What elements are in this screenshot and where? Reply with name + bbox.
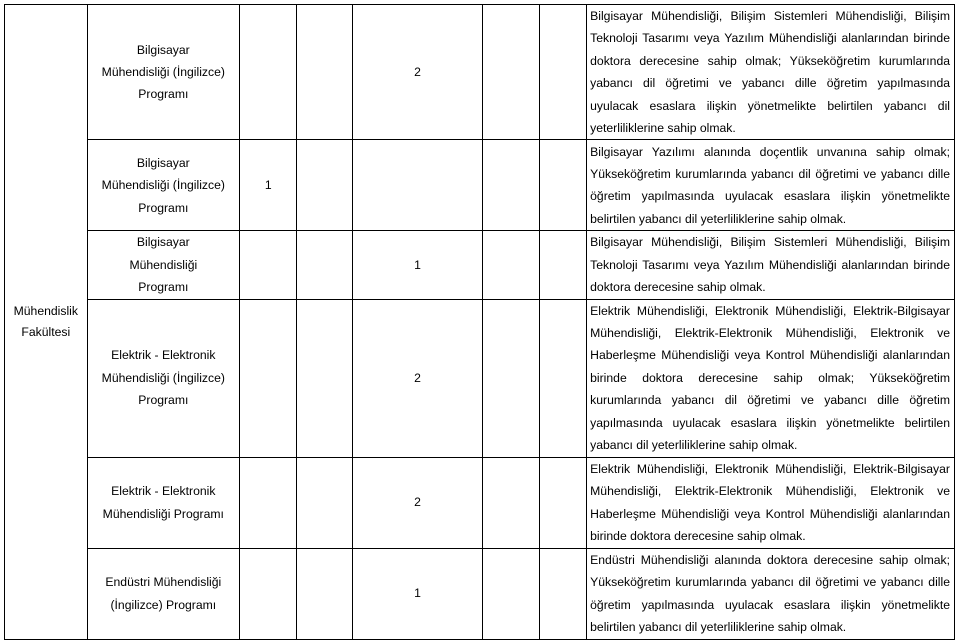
requirement-cell: Bilgisayar Yazılımı alanında doçentlik unvanına sahip olmak; Yükseköğretim kurumlarında yabancı dil öğretimi ve yabancı dille öğretim yapılmasında uyulacak esaslara ilişkin yönetmelikte belirtilen yabancı dil yeterliliklerine sahip olmak. xyxy=(587,140,955,231)
requirement-cell: Endüstri Mühendisliği alanında doktora derecesine sahip olmak; Yükseköğretim kurumlarında yabancı dil öğretimi ve yabancı dille öğretim yapılmasında uyulacak esaslara ilişkin yönetmelikte belirtilen yabancı dil yeterliliklerine sahip olmak. xyxy=(587,548,955,639)
count-cell-c: 1 xyxy=(353,231,482,299)
program-cell: Bilgisayar Mühendisliği (İngilizce) Programı xyxy=(87,5,239,140)
count-cell-a xyxy=(240,299,297,457)
positions-table xyxy=(4,4,955,640)
count-cell-a xyxy=(240,231,297,299)
table-row xyxy=(5,548,955,639)
count-cell-e xyxy=(539,548,587,639)
count-cell-e xyxy=(539,5,587,140)
count-cell-e xyxy=(539,299,587,457)
requirement-cell: Bilgisayar Mühendisliği, Bilişim Sistemleri Mühendisliği, Bilişim Teknoloji Tasarımı veya Yazılım Mühendisliği alanlarından birinde doktora derecesine sahip olmak. xyxy=(587,231,955,299)
count-cell-a: 1 xyxy=(240,140,297,231)
count-cell-b xyxy=(297,457,353,548)
count-cell-d xyxy=(482,5,539,140)
count-cell-e xyxy=(539,140,587,231)
requirement-cell: Elektrik Mühendisliği, Elektronik Mühendisliği, Elektrik-Bilgisayar Mühendisliği, Elektrik-Elektronik Mühendisliği, Elektronik ve Haberleşme Mühendisliği veya Kontrol Mühendisliği alanlarından birinde doktora derecesine sahip olmak. xyxy=(587,457,955,548)
table-body xyxy=(5,5,955,640)
count-cell-c xyxy=(353,140,482,231)
count-cell-b xyxy=(297,140,353,231)
count-cell-b xyxy=(297,299,353,457)
count-cell-e xyxy=(539,231,587,299)
count-cell-c: 2 xyxy=(353,457,482,548)
count-cell-b xyxy=(297,231,353,299)
table-row xyxy=(5,5,955,140)
table-row xyxy=(5,299,955,457)
table-row xyxy=(5,140,955,231)
count-cell-d xyxy=(482,140,539,231)
count-cell-b xyxy=(297,548,353,639)
count-cell-c: 2 xyxy=(353,5,482,140)
count-cell-a xyxy=(240,548,297,639)
count-cell-c: 1 xyxy=(353,548,482,639)
count-cell-d xyxy=(482,231,539,299)
table-row xyxy=(5,231,955,299)
program-cell: Bilgisayar Mühendisliği Programı xyxy=(87,231,239,299)
count-cell-a xyxy=(240,457,297,548)
faculty-cell: Mühendislik Fakültesi xyxy=(5,5,88,640)
count-cell-d xyxy=(482,457,539,548)
count-cell-e xyxy=(539,457,587,548)
count-cell-c: 2 xyxy=(353,299,482,457)
requirement-cell: Elektrik Mühendisliği, Elektronik Mühendisliği, Elektrik-Bilgisayar Mühendisliği, Elektrik-Elektronik Mühendisliği, Elektronik ve Haberleşme Mühendisliği veya Kontrol Mühendisliği alanlarından birinde doktora derecesine sahip olmak; Yükseköğretim kurumlarında yabancı dil öğretimi ve yabancı dille öğretim yapılmasında uyulacak esaslara ilişkin yönetmelikte belirtilen yabancı dil yeterliliklerine sahip olmak. xyxy=(587,299,955,457)
program-cell: Elektrik - Elektronik Mühendisliği (İngilizce) Programı xyxy=(87,299,239,457)
program-cell: Endüstri Mühendisliği (İngilizce) Programı xyxy=(87,548,239,639)
table-row xyxy=(5,457,955,548)
count-cell-b xyxy=(297,5,353,140)
count-cell-d xyxy=(482,299,539,457)
program-cell: Bilgisayar Mühendisliği (İngilizce) Programı xyxy=(87,140,239,231)
requirement-cell: Bilgisayar Mühendisliği, Bilişim Sistemleri Mühendisliği, Bilişim Teknoloji Tasarımı veya Yazılım Mühendisliği alanlarından birinde doktora derecesine sahip olmak; Yükseköğretim kurumlarında yabancı dil öğretimi ve yabancı dille öğretim yapılmasında uyulacak esaslara ilişkin yönetmelikte belirtilen yabancı dil yeterliliklerine sahip olmak. xyxy=(587,5,955,140)
program-cell: Elektrik - Elektronik Mühendisliği Programı xyxy=(87,457,239,548)
count-cell-d xyxy=(482,548,539,639)
count-cell-a xyxy=(240,5,297,140)
